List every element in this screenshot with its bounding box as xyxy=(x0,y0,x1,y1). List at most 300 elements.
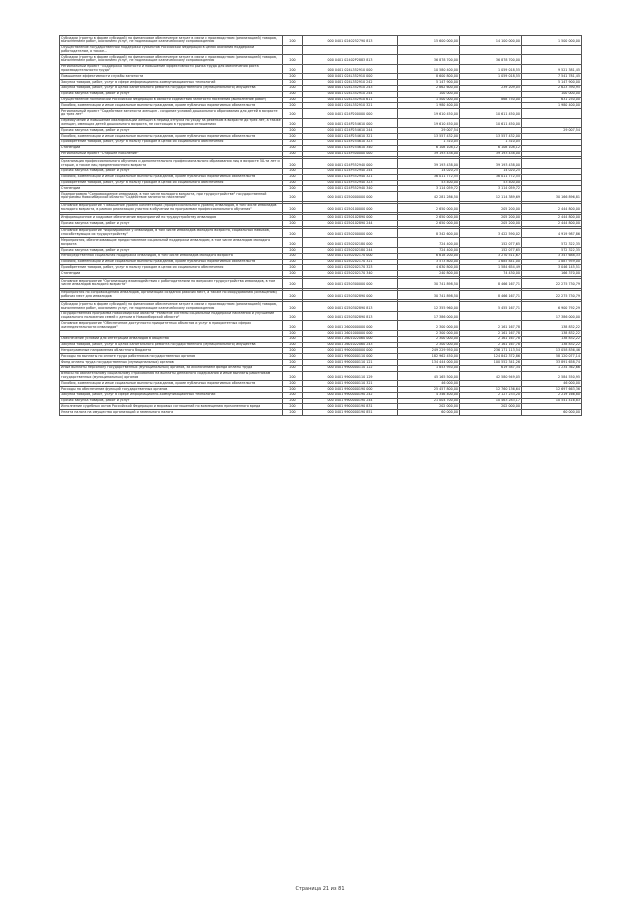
row-kbk: 000 0401 0250202180 000 xyxy=(303,238,398,248)
row-planned: 46 000,00 xyxy=(398,381,460,387)
row-name: Исполнение судебных актов Российской Федерации и мировых соглашений по возмещению причиненного вреда xyxy=(60,404,283,410)
row-executed: 39 193 438,00 xyxy=(460,151,522,157)
row-name: Информационное и кадровое обеспечение мероприятий по трудоустройству инвалидов xyxy=(60,215,283,221)
row-kbk: 000 0401 024P300000 000 xyxy=(303,151,398,157)
table-row xyxy=(60,36,582,46)
row-kbk: 000 0401 0250102890 244 xyxy=(303,221,398,227)
row-code: 200 xyxy=(283,342,303,348)
table-row xyxy=(60,311,582,321)
row-planned: 8 342 600,00 xyxy=(398,228,460,238)
row-planned: 10 580 400,00 xyxy=(398,64,460,74)
row-planned xyxy=(398,45,460,55)
row-executed: 10 463 283,17 xyxy=(460,398,522,404)
row-kbk: 000 0401 9900000190 244 xyxy=(303,398,398,404)
row-name: Субсидии (гранты в форме субсидий) на финансовое обеспечение затрат в связи с производством (реализацией) товаров, выполнением работ, оказанием услуг, не подлежащие казначейскому сопровождению xyxy=(60,36,283,46)
row-executed: 100 552 341,26 xyxy=(460,360,522,366)
row-name: Иные выплаты персоналу государственных (муниципальных) органов, за исключением фонда оплаты труда xyxy=(60,365,283,371)
row-code: 200 xyxy=(283,259,303,265)
row-code: 200 xyxy=(283,159,303,169)
row-planned: 6 618 200,00 xyxy=(398,253,460,259)
table-row xyxy=(60,118,582,128)
row-planned: 42 281 286,50 xyxy=(398,192,460,202)
row-remaining: 10 541 416,83 xyxy=(522,398,582,404)
table-row xyxy=(60,228,582,238)
row-planned: 202 000,00 xyxy=(398,404,460,410)
row-planned: 36 011 772,55 xyxy=(398,174,460,180)
row-kbk: 000 0401 024L352910 243 xyxy=(303,85,398,91)
row-kbk: 000 0401 024L352910 244 xyxy=(303,91,398,97)
row-kbk: 000 0401 9900000110 129 xyxy=(303,371,398,381)
row-name: Подпрограмма "Сопровождение инвалидов, в том числе молодого возраста, при трудоустройстве" государственной программы Новосибирской области "Содействие занятости населения" xyxy=(60,192,283,202)
table-row xyxy=(60,45,582,55)
row-remaining: 60 000,00 xyxy=(522,410,582,416)
row-code: 200 xyxy=(283,139,303,145)
page-footer: Страница 21 из 81 xyxy=(295,886,345,892)
row-executed: 3 422 590,02 xyxy=(460,228,522,238)
row-code: 200 xyxy=(283,410,303,416)
row-planned: 1 980 400,00 xyxy=(398,103,460,109)
row-name: Субсидии (гранты в форме субсидий) на финансовое обеспечение затрат в связи с производством (реализацией) товаров, выполнением работ, оказанием услуг, не подлежащие казначейскому сопровождению xyxy=(60,302,283,312)
row-executed: 2 161 167,78 xyxy=(460,336,522,342)
row-kbk: 000 0401 0250100000 000 xyxy=(303,203,398,213)
row-planned: 724 400,00 xyxy=(398,238,460,248)
row-planned: 6 108 108,12 xyxy=(398,145,460,151)
row-kbk: 000 0401 9900000110 321 xyxy=(303,381,398,387)
row-code: 200 xyxy=(283,64,303,74)
row-executed: 36 878 700,00 xyxy=(460,55,522,65)
row-remaining: 2 623 390,95 xyxy=(522,85,582,91)
row-executed: 3 114 059,72 xyxy=(460,186,522,192)
row-planned: 5 147 900,00 xyxy=(398,80,460,86)
row-executed: 53 400,00 xyxy=(460,180,522,186)
row-kbk: 000 0401 024P254610 000 xyxy=(303,118,398,128)
row-kbk: 000 0401 0250102890 000 xyxy=(303,215,398,221)
row-planned: 25 457 800,00 xyxy=(398,387,460,393)
row-name: Закупка товаров, работ, услуг в сфере информационно-коммуникационных технологий xyxy=(60,392,283,398)
row-kbk: 000 0401 024L352910 611 xyxy=(303,97,398,103)
row-planned: 45 165 500,00 xyxy=(398,371,460,381)
row-name: Закупка товаров, работ, услуг в сфере информационно-коммуникационных технологий xyxy=(60,80,283,86)
row-kbk: 000 0401 9900000190 000 xyxy=(303,387,398,393)
row-code: 200 xyxy=(283,387,303,393)
row-executed: 1 310,05 xyxy=(460,139,522,145)
row-remaining: 2 444 800,00 xyxy=(522,203,582,213)
row-executed: 202 000,00 xyxy=(460,404,522,410)
row-kbk: 000 0401 024L352910 242 xyxy=(303,80,398,86)
row-name: Стипендии xyxy=(60,271,283,277)
row-name: Прочая закупка товаров, работ и услуг xyxy=(60,221,283,227)
row-code: 200 xyxy=(283,238,303,248)
row-executed xyxy=(460,410,522,416)
row-planned: 3 114 059,72 xyxy=(398,186,460,192)
row-executed: 10 611 450,00 xyxy=(460,109,522,119)
row-planned: 724 400,00 xyxy=(398,248,460,254)
row-kbk: 000 0401 2601022060 243 xyxy=(303,342,398,348)
row-name: Организация профессионального обучения и дополнительного профессионального образования лиц в возрасте 50-ти лет и старше, а также лиц предпенсионного возраста xyxy=(60,159,283,169)
row-planned: 19 610 450,00 xyxy=(398,109,460,119)
row-remaining: 13 058 836,46 xyxy=(522,348,582,354)
row-name: Региональный проект "Содействие занятости женщин - создание условий дошкольного образования для детей в возрасте до трех лет" xyxy=(60,109,283,119)
row-name: Приобретение товаров, работ, услуг в пользу граждан в целях их социального обеспечения xyxy=(60,265,283,271)
row-remaining: 1 500 000,00 xyxy=(522,36,582,46)
row-remaining: 1 234 362,66 xyxy=(522,365,582,371)
row-code: 200 xyxy=(283,74,303,80)
row-executed: 868 750,00 xyxy=(460,97,522,103)
row-executed: 1 059 018,55 xyxy=(460,64,522,74)
row-remaining: 572 322,35 xyxy=(522,238,582,248)
row-name: Региональный проект "Старшее поколение" xyxy=(60,151,283,157)
row-kbk: 000 0401 2601000000 000 xyxy=(303,331,398,337)
row-executed: 2 161 167,78 xyxy=(460,342,522,348)
row-kbk: 000 0401 0240252790 813 xyxy=(303,36,398,46)
row-remaining: 9 521 381,45 xyxy=(522,64,582,74)
row-executed: 42 580 949,05 xyxy=(460,371,522,381)
row-name: Фонд оплаты труда государственных (муниципальных) органов xyxy=(60,360,283,366)
row-planned: 14 020,25 xyxy=(398,168,460,174)
row-name: Приобретение товаров, работ, услуг в пользу граждан в целях их социального обеспечения xyxy=(60,139,283,145)
row-remaining: 5 147 900,00 xyxy=(522,80,582,86)
row-kbk: 000 0401 2601022060 000 xyxy=(303,336,398,342)
row-name: Мероприятия, обеспечивающие предоставление социальной поддержки инвалидам, в том числе инвалидам молодого возраста xyxy=(60,238,283,248)
row-planned: 39 193 438,00 xyxy=(398,159,460,169)
row-kbk: 000 0401 0250202170 340 xyxy=(303,271,398,277)
row-name: Мероприятия по сопровождению инвалидов, организации создания рабочих мест, а также по оборудованию (оснащению) рабочих мест для инвалидов xyxy=(60,290,283,300)
row-name: Пособия, компенсации и иные социальные выплаты гражданам, кроме публичных нормативных обязательств xyxy=(60,174,283,180)
row-code: 200 xyxy=(283,168,303,174)
row-name: Пособия, компенсации и иные социальные выплаты гражданам, кроме публичных нормативных обязательств xyxy=(60,381,283,387)
row-remaining: 3 046 145,51 xyxy=(522,265,582,271)
table-body xyxy=(60,36,582,416)
row-kbk: 000 0401 0250202170 000 xyxy=(303,253,398,259)
row-planned: 249 229 950,00 xyxy=(398,348,460,354)
row-executed: 205 200,00 xyxy=(460,203,522,213)
row-planned: 15 600 000,00 xyxy=(398,36,460,46)
row-planned: 39 193 438,00 xyxy=(398,151,460,157)
row-remaining: 138 832,22 xyxy=(522,321,582,331)
row-kbk: 000 0401 2600000000 000 xyxy=(303,321,398,331)
row-kbk: 000 0401 024P254610 340 xyxy=(303,145,398,151)
table-row xyxy=(60,279,582,289)
row-code: 200 xyxy=(283,331,303,337)
row-name: Государственная программа Новосибирской области "Развитие системы социальной поддержки населения и улучшение социального положения семей с детьми в Новосибирской области" xyxy=(60,311,283,321)
row-kbk: 000 0401 9900000110 000 xyxy=(303,354,398,360)
row-name: Приобретение товаров, работ, услуг в пользу граждан в целях их социального обеспечения xyxy=(60,180,283,186)
row-planned: 2 300 000,00 xyxy=(398,336,460,342)
row-planned: 12 355 960,00 xyxy=(398,302,460,312)
row-planned: 29 007,54 xyxy=(398,128,460,134)
row-remaining: 22 275 730,79 xyxy=(522,290,582,300)
row-kbk: 000 0401 024L352910 321 xyxy=(303,103,398,109)
row-name: Уплата налога на имущество организаций и земельного налога xyxy=(60,410,283,416)
row-planned: 2 300 000,00 xyxy=(398,321,460,331)
row-executed: 6 108 108,12 xyxy=(460,145,522,151)
row-code: 200 xyxy=(283,128,303,134)
row-remaining: 572 322,35 xyxy=(522,248,582,254)
row-planned: 2 862 600,00 xyxy=(398,85,460,91)
row-kbk: 000 0401 024P352940 321 xyxy=(303,174,398,180)
row-executed: 3 270 511,67 xyxy=(460,253,522,259)
row-code: 200 xyxy=(283,151,303,157)
row-name: Стипендии xyxy=(60,186,283,192)
row-name: Взносы по обязательному социальному страхованию на выплаты денежного содержания и иные выплаты работникам государственных (муниципальных) органов xyxy=(60,371,283,381)
row-name: Пособия, компенсации и иные социальные выплаты гражданам, кроме публичных нормативных обязательств xyxy=(60,134,283,140)
row-code: 200 xyxy=(283,80,303,86)
row-name: Региональный проект "Поддержка занятости и повышение эффективности рынка труда для обеспечения роста производительности труда" xyxy=(60,64,283,74)
row-kbk: 000 0401 024P352940 244 xyxy=(303,168,398,174)
row-remaining xyxy=(522,55,582,65)
budget-execution-table xyxy=(59,35,582,416)
row-executed: 13 557 432,00 xyxy=(460,134,522,140)
row-name: Пособия, компенсации и иные социальные выплаты гражданам, кроме публичных нормативных обязательств xyxy=(60,103,283,109)
table-row xyxy=(60,371,582,381)
row-planned: 53 400,00 xyxy=(398,180,460,186)
row-name: Прочая закупка товаров, работ и услуг xyxy=(60,398,283,404)
row-name: Прочая закупка товаров, работ и услуг xyxy=(60,91,283,97)
row-name: Основное мероприятие "Повышение уровня компетенции (профессионального уровня) инвалидов, в том числе инвалидов молодого возраста, в рамках реализации участия в обучении по программам профессионального обучения" xyxy=(60,203,283,213)
row-planned: 182 962 450,00 xyxy=(398,354,460,360)
row-remaining: 138 832,22 xyxy=(522,342,582,348)
row-remaining: 4 919 987,86 xyxy=(522,228,582,238)
row-name: Осуществление государственной поддержки субъектов Российской Федерации в целях оказания поддержки работодателям, а также... xyxy=(60,45,283,55)
row-remaining: 6 900 792,29 xyxy=(522,302,582,312)
row-executed: 2 161 167,78 xyxy=(460,331,522,337)
row-planned: 2 650 000,00 xyxy=(398,221,460,227)
row-remaining xyxy=(522,109,582,119)
row-executed: 205 200,00 xyxy=(460,215,522,221)
row-remaining: 58 120 077,14 xyxy=(522,354,582,360)
table-row xyxy=(60,321,582,331)
row-executed: 14 020,25 xyxy=(460,168,522,174)
row-code: 200 xyxy=(283,398,303,404)
row-remaining: 1 980 400,00 xyxy=(522,103,582,109)
row-kbk: 000 0401 024P254610 321 xyxy=(303,134,398,140)
row-remaining: 2 584 550,95 xyxy=(522,371,582,381)
row-executed: 2 127 233,20 xyxy=(460,392,522,398)
row-kbk: 000 0401 0250200000 000 xyxy=(303,228,398,238)
row-kbk: 000 0401 02402Р2883 813 xyxy=(303,55,398,65)
row-code: 200 xyxy=(283,279,303,289)
row-executed: 124 842 372,86 xyxy=(460,354,522,360)
row-kbk: 000 0401 9900000190 851 xyxy=(303,410,398,416)
row-code: 200 xyxy=(283,302,303,312)
row-code: 200 xyxy=(283,203,303,213)
row-code: 200 xyxy=(283,55,303,65)
row-code: 200 xyxy=(283,91,303,97)
row-name: Закупка товаров, работ, услуг в целях капитального ремонта государственного (муниципального) имущества xyxy=(60,342,283,348)
row-code: 200 xyxy=(283,348,303,354)
row-executed: 12 760 136,64 xyxy=(460,387,522,393)
row-kbk: 000 0401 9900000110 122 xyxy=(303,365,398,371)
row-planned: 19 610 450,00 xyxy=(398,118,460,128)
row-planned: 21 004 700,00 xyxy=(398,398,460,404)
row-code: 200 xyxy=(283,186,303,192)
row-code: 200 xyxy=(283,180,303,186)
row-planned: 1 500 000,00 xyxy=(398,97,460,103)
row-planned: 30 741 898,50 xyxy=(398,279,460,289)
row-planned: 30 741 898,50 xyxy=(398,290,460,300)
row-kbk: 000 0401 024P352940 000 xyxy=(303,159,398,169)
row-kbk: 000 0401 9900000190 242 xyxy=(303,392,398,398)
row-name: Закупка товаров, работ, услуг в целях капитального ремонта государственного (муниципального) имущества xyxy=(60,85,283,91)
row-code: 200 xyxy=(283,371,303,381)
row-name: Основное мероприятие "Формирование у инвалидов, в том числе инвалидов молодого возраста, социальных навыков, способствующих их трудоустройству" xyxy=(60,228,283,238)
row-code: 200 xyxy=(283,365,303,371)
row-code: 200 xyxy=(283,145,303,151)
row-planned: 4 346 400,00 xyxy=(398,392,460,398)
row-code: 200 xyxy=(283,109,303,119)
row-executed: 5 455 167,71 xyxy=(460,302,522,312)
row-executed: 39 193 438,00 xyxy=(460,159,522,169)
row-executed: 10 611 450,00 xyxy=(460,118,522,128)
row-code: 200 xyxy=(283,336,303,342)
row-remaining: 138 832,22 xyxy=(522,331,582,337)
row-executed: 236 171 113,54 xyxy=(460,348,522,354)
row-code: 200 xyxy=(283,321,303,331)
row-remaining: 2 219 166,80 xyxy=(522,392,582,398)
row-code: 200 xyxy=(283,36,303,46)
row-planned: 100 000,00 xyxy=(398,91,460,97)
row-kbk: 000 0401 024L352910 000 xyxy=(303,74,398,80)
row-code: 200 xyxy=(283,215,303,221)
row-code: 200 xyxy=(283,221,303,227)
row-executed: 74 430,00 xyxy=(460,271,522,277)
row-kbk: 000 0401 024L352910 000 xyxy=(303,64,398,74)
row-kbk: 000 0401 0250302890 000 xyxy=(303,290,398,300)
row-code: 200 xyxy=(283,290,303,300)
row-name: Прочая закупка товаров, работ и услуг xyxy=(60,128,283,134)
row-remaining: 3 347 688,33 xyxy=(522,253,582,259)
row-executed xyxy=(460,45,522,55)
row-code: 200 xyxy=(283,248,303,254)
row-code: 200 xyxy=(283,354,303,360)
table-row xyxy=(60,55,582,65)
row-remaining: 29 007,54 xyxy=(522,128,582,134)
row-planned: 240 800,00 xyxy=(398,271,460,277)
table-row xyxy=(60,410,582,416)
row-name: Основное мероприятие "Обеспечение доступности приоритетных объектов и услуг в приоритетных сферах жизнедеятельности инвалидов" xyxy=(60,321,283,331)
row-code: 200 xyxy=(283,103,303,109)
row-remaining: 33 891 658,74 xyxy=(522,360,582,366)
table-row xyxy=(60,192,582,202)
row-code: 200 xyxy=(283,265,303,271)
row-remaining: 22 275 730,79 xyxy=(522,279,582,289)
row-planned: 2 650 000,00 xyxy=(398,203,460,213)
row-executed: 205 200,00 xyxy=(460,221,522,227)
row-executed: 8 466 167,71 xyxy=(460,290,522,300)
table-row xyxy=(60,159,582,169)
row-kbk: 000 0401 024P352940 323 xyxy=(303,180,398,186)
row-code: 200 xyxy=(283,271,303,277)
row-code: 200 xyxy=(283,97,303,103)
row-code: 200 xyxy=(283,85,303,91)
row-planned: 3 573 800,00 xyxy=(398,259,460,265)
row-remaining: 7 541 781,45 xyxy=(522,74,582,80)
row-remaining xyxy=(522,45,582,55)
row-name: Непрограммные направления областного бюджета xyxy=(60,348,283,354)
row-kbk: 000 0401 0250202170 323 xyxy=(303,265,398,271)
row-executed: 1 685 841,00 xyxy=(460,259,522,265)
row-kbk: 000 0401 024P254610 244 xyxy=(303,128,398,134)
row-name: Непосредственная социальная поддержка инвалидов, в том числе инвалидов молодого возраста xyxy=(60,253,283,259)
row-code: 200 xyxy=(283,381,303,387)
row-planned: 13 557 432,00 xyxy=(398,134,460,140)
row-kbk: 000 0401 0250000000 000 xyxy=(303,192,398,202)
row-planned: 2 300 000,00 xyxy=(398,342,460,348)
row-executed: 152 077,65 xyxy=(460,238,522,248)
table-row xyxy=(60,109,582,119)
row-name: Расходы на выплаты по оплате труда работников государственных органов xyxy=(60,354,283,360)
table-row xyxy=(60,290,582,300)
row-planned: 2 300 000,00 xyxy=(398,331,460,337)
row-remaining xyxy=(522,159,582,169)
row-kbk: 000 0401 0250302890 813 xyxy=(303,302,398,312)
row-code: 200 xyxy=(283,134,303,140)
row-kbk xyxy=(303,45,398,55)
row-executed: 1 584 654,49 xyxy=(460,265,522,271)
row-name: Переобучение и повышение квалификации женщин в период отпуска по уходу за ребенком в возрасте до трех лет, а также женщин, имеющих детей дошкольного возраста, не состоящих в трудовых отношениях xyxy=(61,118,281,127)
row-code: 200 xyxy=(283,360,303,366)
row-name: Субсидии (гранты в форме субсидий) на финансовое обеспечение затрат в связи с производством (реализацией) товаров, выполнением работ, оказанием услуг, не подлежащие казначейскому сопровождению xyxy=(60,55,283,65)
row-executed: 14 100 000,00 xyxy=(460,36,522,46)
row-name: Повышение эффективности службы занятости xyxy=(60,74,283,80)
row-planned: 1 853 950,00 xyxy=(398,365,460,371)
row-code: 200 xyxy=(283,311,303,321)
row-kbk: 000 0401 0250202180 244 xyxy=(303,248,398,254)
row-remaining: 17 386 000,00 xyxy=(522,311,582,321)
row-name: Основное мероприятие "Организация взаимодействия с работодателями по вопросам трудоустройства инвалидов, в том числе инвалидов молодого возраста" xyxy=(60,279,283,289)
row-name: Осуществление полномочий Российской Федерации в области содействия занятости населения (выполнение работ) xyxy=(60,97,283,103)
row-executed: 239 209,05 xyxy=(460,85,522,91)
row-kbk: 000 0401 0250302890 813 xyxy=(303,311,398,321)
row-code: 200 xyxy=(283,192,303,202)
row-name: Пособия, компенсации и иные социальные выплаты гражданам, кроме публичных нормативных обязательств xyxy=(60,259,283,265)
table-row xyxy=(60,64,582,74)
row-code: 200 xyxy=(283,118,303,128)
row-planned: 1 310,05 xyxy=(398,139,460,145)
row-remaining: 30 166 896,81 xyxy=(522,192,582,202)
row-name: Расходы на обеспечение функций государственных органов xyxy=(60,387,283,393)
row-kbk: 000 0401 0250300000 000 xyxy=(303,279,398,289)
row-name: Обеспечение условий для интеграции инвалидов в общество xyxy=(60,336,283,342)
row-remaining: 631 250,00 xyxy=(522,97,582,103)
table-row xyxy=(60,302,582,312)
row-code xyxy=(283,45,303,55)
row-kbk: 000 0401 024P254610 323 xyxy=(303,139,398,145)
row-kbk: 000 0401 024P352940 340 xyxy=(303,186,398,192)
row-remaining: 46 000,00 xyxy=(522,381,582,387)
row-executed: 36 011 772,55 xyxy=(460,174,522,180)
row-kbk: 000 0401 9900000110 121 xyxy=(303,360,398,366)
table-row xyxy=(60,203,582,213)
row-planned: 36 878 700,00 xyxy=(398,55,460,65)
row-code: 200 xyxy=(283,404,303,410)
row-executed: 2 161 167,78 xyxy=(460,321,522,331)
row-planned: 4 630 800,00 xyxy=(398,265,460,271)
row-executed: 1 059 018,55 xyxy=(460,74,522,80)
row-remaining: 1 887 959,00 xyxy=(522,259,582,265)
row-remaining xyxy=(522,118,582,128)
row-name: Прочая закупка товаров, работ и услуг xyxy=(60,168,283,174)
row-remaining: 138 832,22 xyxy=(522,336,582,342)
row-executed: 619 587,34 xyxy=(460,365,522,371)
row-executed: 152 077,65 xyxy=(460,248,522,254)
row-executed xyxy=(460,311,522,321)
row-code: 200 xyxy=(283,228,303,238)
row-kbk: 000 0401 9900000000 000 xyxy=(303,348,398,354)
row-code: 200 xyxy=(283,174,303,180)
row-planned: 17 386 000,00 xyxy=(398,311,460,321)
row-remaining: 12 697 663,36 xyxy=(522,387,582,393)
